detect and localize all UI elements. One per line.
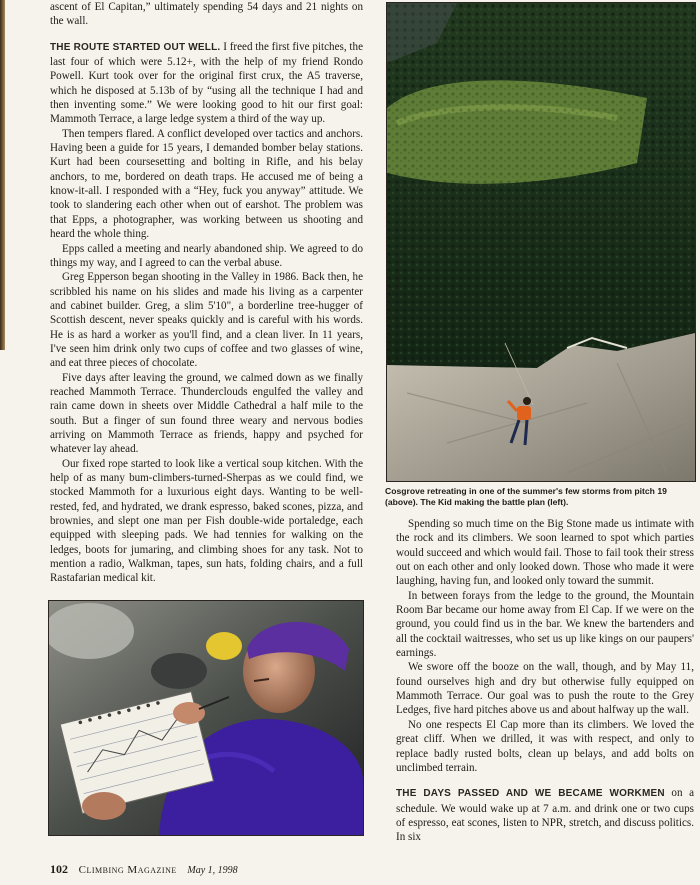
page-footer xyxy=(50,862,370,877)
section-paragraph xyxy=(50,40,363,127)
paragraph xyxy=(50,270,363,370)
portrait-photo-illustration xyxy=(49,601,363,835)
paragraph xyxy=(396,660,694,717)
paragraph-text: Five days after leaving the ground, we calmed down as we finally reached Mammoth Terrace. Thunderclouds engulfed the valley and rain came down in sheets over Middle Cathedral a half mile to the south. But a finger of sun found three weary and nervous bodies arriving on Mammoth Terrace as friends, happy and psyched for whatever lay ahead. xyxy=(50,371,363,456)
paragraph-text: In between forays from the ledge to the ground, the Mountain Room Bar became our home away from El Cap. If we were on the ground, you could find us in the bar. We knew the bartenders and all the cocktail waitresses, who set us up like kings on our paupers' earnings. xyxy=(396,589,694,660)
aerial-photo-illustration xyxy=(387,3,695,481)
paragraph-text: ascent of El Capitan,” ultimately spending 54 days and 21 nights on the wall. xyxy=(50,1,363,28)
paragraph-text: We swore off the booze on the wall, though, and by May 11, found ourselves high and dry but otherwise fully equipped on Mammoth Terrace. Our goal was to push the route to the Grey Ledges, five hard pitches above us and about halfway up the wall. xyxy=(396,661,694,717)
paragraph xyxy=(396,589,694,661)
paragraph xyxy=(50,457,363,586)
magazine-name: Climbing Magazine xyxy=(78,864,177,876)
page-binding-edge xyxy=(0,0,5,350)
section-lead-in: THE ROUTE STARTED OUT WELL. xyxy=(50,41,221,53)
paragraph-text: Spending so much time on the Big Stone made us intimate with the rock and its climbers. We soon learned to spot which parties would succeed and which would fail. Those to fail took their stress out on each other and only looked down. Those who made it were laughing, having fun, and looked only toward the summit. xyxy=(396,518,694,588)
paragraph-text: No one respects El Cap more than its climbers. We loved the great cliff. When we drilled, it was with respect, and only to replace badly rusted bolts, clean up belays, and add bolts on unclimbed terrain. xyxy=(396,718,694,774)
paragraph-text: Our fixed rope started to look like a vertical soup kitchen. With the help of as many bum-climbers-turned-Sherpas as we could find, we stocked Mammoth for a luxurious eight days. Wanting to be well-rested, fed, and hydrated, we drank espresso, baked scones, pizza, and brownies, and slept one man per Fish double-wide portaledge, each equipped with sleeping pads. We had tennies for walking on the ledges, boots for jumaring, and climbing shoes for any task. Not to mention a radio, Walkman, tapes, sun hats, folding chairs, and a full Rastafarian medical kit. xyxy=(50,457,363,585)
aerial-climbing-photo xyxy=(386,2,696,482)
section-paragraph xyxy=(396,786,694,844)
photo-caption: Cosgrove retreating in one of the summer's few storms from pitch 19 (above). The Kid making the battle plan (left). xyxy=(385,486,667,508)
paragraph-text: I freed the first five pitches, the last four of which were 5.12+, with the help of my friend Rondo Powell. Kurt took over for the original first crux, the A5 traverse, which he disposed at 5.13b of by “using all the technique I had and then inventing some.” We were looking good to hit our first goal: Mammoth Terrace, a large ledge system a third of the way up. xyxy=(50,40,363,126)
paragraph-text: Epps called a meeting and nearly abandoned ship. We agreed to do things my way, and I agreed to can the verbal abuse. xyxy=(50,242,363,269)
issue-date: May 1, 1998 xyxy=(187,865,238,876)
paragraph-text: Greg Epperson began shooting in the Valley in 1986. Back then, he scribbled his name on his slides and made his living as a carpenter and cabinet builder. Greg, a slim 5'10", a borderline tree-hugger of Scottish descent, never speaks quickly and is careful with his words. He is as hard a worker as you'll find, and a clean liver. In 11 years, I've seen him drink only two cups of coffee and two glasses of wine, and eat three pieces of chocolate. xyxy=(50,271,363,370)
paragraph xyxy=(50,0,363,29)
paragraph-text: on a schedule. We would wake up at 7 a.m. and drink one or two cups of espresso, eat scones, listen to NPR, stretch, and discuss politics. In six xyxy=(396,787,695,844)
paragraph-text: Then tempers flared. A conflict developed over tactics and anchors. Having been a guide for 15 years, I demanded bomber belay stations. Kurt had been coursesetting and bolting in Rifle, and his belay anchors, to me, bordered on death traps. He accused me of being a know-it-all. I responded with a “Hey, fuck you anyway” attitude. We took to slandering each other when out of earshot. The problem was that Epps, a photographer, was working between us shooting and heard the whole thing. xyxy=(50,127,363,241)
right-text-column xyxy=(396,517,694,845)
paragraph xyxy=(50,371,363,457)
climber-reading-notebook-photo xyxy=(48,600,364,836)
page-number: 102 xyxy=(50,862,68,876)
left-text-column xyxy=(50,0,363,586)
paragraph xyxy=(50,127,363,242)
section-lead-in: THE DAYS PASSED AND WE BECAME WORKMEN xyxy=(396,788,665,800)
paragraph xyxy=(50,242,363,271)
paragraph xyxy=(396,517,694,589)
paragraph xyxy=(396,718,694,775)
